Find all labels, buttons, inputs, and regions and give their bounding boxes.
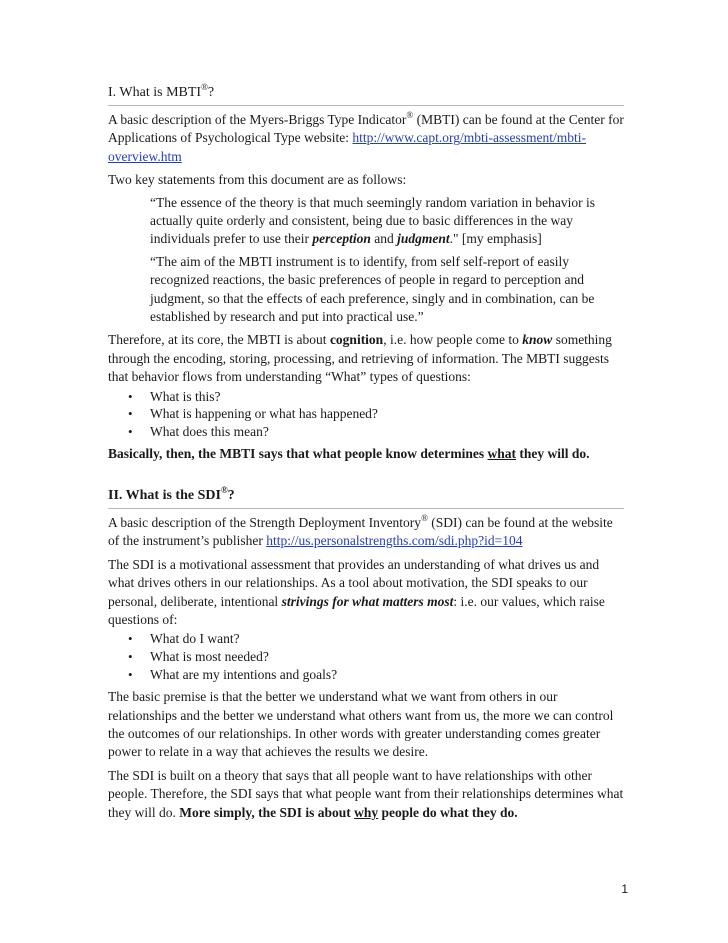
core-emphasis-know: know [522, 332, 553, 348]
list-item-text: What are my intentions and goals? [150, 666, 338, 682]
sdi-intro-text: A basic description of the Strength Deployment Inventory [108, 514, 422, 530]
core-emphasis-cognition: cognition [329, 332, 384, 348]
list-item-text: What is this? [150, 388, 221, 404]
list-item [108, 423, 624, 441]
list-item-text: What is happening or what has happened? [150, 406, 378, 422]
theory-summary-text: More simply, the SDI is about [179, 804, 355, 820]
summary-emphasis-what: what [487, 446, 517, 462]
section-1-heading-text: I. What is MBTI [108, 85, 202, 100]
bullet-icon: • [128, 648, 133, 664]
core-text-mid: , i.e. how people come to [383, 332, 523, 348]
mbti-intro-text: A basic description of the Myers-Briggs Type Indicator [108, 112, 407, 127]
quote-1-text: “The essence of the theory is that much seemingly random variation in behavior is actually quite orderly and consistent, being due to basic differences in the way individuals prefer to use their [150, 194, 595, 247]
list-item [108, 648, 624, 666]
registered-mark: ® [220, 484, 228, 495]
page-number: 1 [621, 882, 628, 896]
quote-1-emphasis-judgment: judgment [397, 231, 450, 247]
bullet-icon: • [128, 388, 133, 404]
list-item [108, 388, 624, 406]
sdi-motivation-paragraph [108, 556, 624, 630]
section-2-heading-text: II. What is the SDI [108, 487, 221, 503]
section-1-heading [108, 84, 624, 106]
motivation-text: The SDI is a motivational assessment that provides an understanding of what drives us and what drives others in our relationships. As a tool about motivation, the SDI speaks to our personal, deliberate, intentional [108, 556, 600, 609]
sdi-premise-paragraph: The basic premise is that the better we understand what we want from others in our relationships and the better we understand what others want from us, the more we can control the outcomes of our relationships. In other words with greater understanding comes greater power to relate in a way that achieves the results we desire. [108, 689, 614, 760]
summary-suffix: they will do. [516, 446, 590, 462]
personalstrengths-link[interactable]: http://us.personalstrengths.com/sdi.php?id=104 [266, 533, 523, 549]
bullet-icon: • [128, 666, 133, 682]
list-item [108, 405, 624, 423]
motivation-emphasis: strivings for what matters most [281, 593, 454, 609]
list-item-text: What is most needed? [150, 648, 269, 664]
theory-summary-suffix: people do what they do. [378, 804, 518, 820]
motivation-suffix: : i.e. our values, which raise questions of: [108, 593, 605, 627]
mbti-questions-list [108, 388, 624, 441]
statements-intro: Two key statements from this document are as follows: [108, 172, 407, 188]
sdi-theory-paragraph [108, 767, 624, 822]
mbti-core-paragraph [108, 331, 624, 386]
mbti-intro-text-cont: (MBTI) can be found at the Center for Applications of Psychological Type website: [108, 112, 624, 146]
core-text-end: something through the encoding, storing, processing, and retrieving of information. The MBTI suggests that behavior flows from understanding “What” types of questions: [108, 332, 612, 385]
registered-mark: ® [201, 82, 208, 92]
bullet-icon: • [128, 423, 133, 439]
quote-1-conjunction: and [370, 231, 398, 247]
core-text: Therefore, at its core, the MBTI is about [108, 332, 330, 348]
quote-1-emphasis-perception: perception [312, 231, 371, 247]
sdi-intro-text-cont: (SDI) can be found at the website of the instrument’s publisher [108, 514, 613, 549]
capt-website-link[interactable]: http://www.capt.org/mbti-assessment/mbti-overview.htm [108, 130, 587, 164]
list-item-text: What do I want? [150, 631, 240, 647]
mbti-intro-paragraph [108, 111, 624, 166]
registered-mark: ® [421, 512, 428, 523]
section-2-heading-suffix: ? [227, 487, 235, 503]
section-1-heading-suffix: ? [207, 85, 215, 100]
summary-text: Basically, then, the MBTI says that what people know determines [108, 446, 488, 462]
registered-mark: ® [406, 110, 414, 120]
bullet-icon: • [128, 406, 133, 422]
quote-essence-of-theory [150, 194, 624, 249]
sdi-questions-list [108, 630, 624, 683]
page-content [108, 84, 624, 822]
list-item [108, 666, 624, 684]
theory-emphasis-why: why [354, 804, 379, 820]
list-item-text: What does this mean? [150, 423, 269, 439]
mbti-summary [108, 445, 624, 463]
section-2-heading [108, 484, 624, 509]
quote-1-suffix: ." [my emphasis] [449, 231, 542, 247]
theory-text: The SDI is built on a theory that says that all people want to have relationships with other people. Therefore, the SDI says that what people want from their relationships determines what they will do. [108, 767, 624, 820]
theory-summary [179, 805, 517, 820]
sdi-intro-paragraph [108, 514, 624, 551]
list-item [108, 630, 624, 648]
quote-aim-of-instrument: “The aim of the MBTI instrument is to identify, from self self-report of easily recognized reactions, the basic preferences of people in regard to perception and judgment, so that the effects of each preference, singly and in combination, can be established by research and put into practical use.” [150, 253, 595, 325]
bullet-icon: • [128, 631, 133, 647]
